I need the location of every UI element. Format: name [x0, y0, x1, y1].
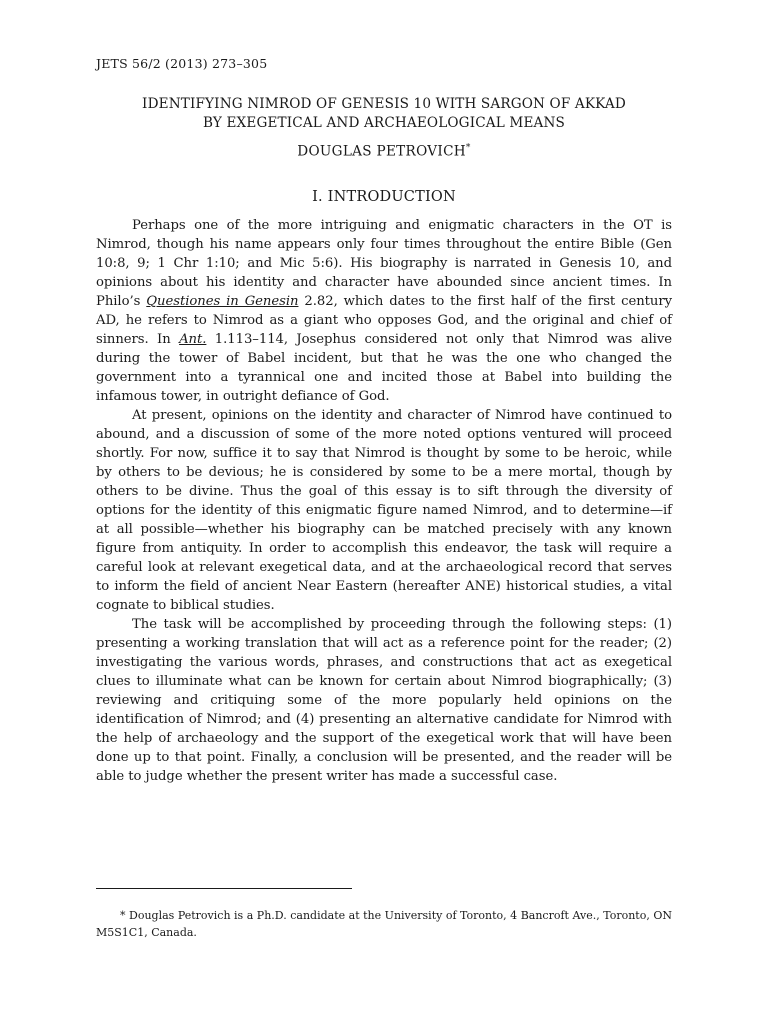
- footnote-divider: [96, 888, 352, 889]
- paragraph-1-part-a: Perhaps one of the more intriguing and enigmatic characters in the OT is Nimrod, though his name appears only four times throughout the entire Bible (Gen 10:8, 9; 1 Chr 1:10; and Mic 5:6). His biography is narrated in Genesis 10, and opinions about his identity and character have abounded since ancient times. In Philo’s: [96, 218, 672, 309]
- footnote-text: Douglas Petrovich is a Ph.D. candidate at the University of Toronto, 4 Bancroft Ave., Toronto, ON M5S1C1, Canada.: [96, 909, 672, 939]
- paragraph-1-part-c: 1.113–114, Josephus considered not only that Nimrod was alive during the tower of Babel incident, but that he was the one who changed the government into a tyrannical one and incited those at Babel into building the infamous tower, in outright defiance of God.: [96, 332, 672, 404]
- paragraph-1-citation-ant: Ant.: [179, 332, 207, 347]
- footnote-mark: *: [120, 909, 126, 922]
- footnote: [96, 907, 672, 941]
- article-title-line-2: BY EXEGETICAL AND ARCHAEOLOGICAL MEANS: [202, 115, 565, 131]
- paragraph-3: The task will be accomplished by proceeding through the following steps: (1) presenting a working translation that will act as a reference point for the reader; (2) investigating the various words, phrases, and constructions that act as exegetical clues to illuminate what can be known for certain about Nimrod biographically; (3) reviewing and critiquing some of the more popularly held opinions on the identification of Nimrod; and (4) presenting an alternative candidate for Nimrod with the help of archaeology and the support of the exegetical work that will have been done up to that point. Finally, a conclusion will be presented, and the reader will be able to judge whether the present writer has made a successful case.: [96, 617, 672, 784]
- author-name: [96, 143, 672, 160]
- author-footnote-mark: *: [465, 143, 471, 153]
- paragraph-1-citation-philo: Questiones in Genesin: [146, 294, 299, 309]
- body-text: [96, 216, 672, 786]
- section-heading: I. INTRODUCTION: [312, 189, 456, 205]
- article-title: [96, 95, 672, 133]
- article-title-line-1: IDENTIFYING NIMROD OF GENESIS 10 WITH SARGON OF AKKAD: [142, 96, 626, 112]
- paragraph-1: [96, 216, 672, 406]
- author-name-text: DOUGLAS PETROVICH: [297, 143, 466, 160]
- paragraph-1-part-b: 2.82, which dates to the first half of the first century AD, he refers to Nimrod as a giant who opposes God, and the original and chief of sinners. In: [96, 294, 673, 347]
- paragraph-2: At present, opinions on the identity and character of Nimrod have continued to abound, and a discussion of some of the more noted options ventured will proceed shortly. For now, suffice it to say that Nimrod is thought by some to be heroic, while by others to be devious; he is considered by some to be a mere mortal, though by others to be divine. Thus the goal of this essay is to sift through the diversity of options for the identity of this enigmatic figure named Nimrod, and to determine—if at all possible—whether his biography can be matched precisely with any known figure from antiquity. In order to accomplish this endeavor, the task will require a careful look at relevant exegetical data, and at the archaeological record that serves to inform the field of ancient Near Eastern (hereafter ANE) historical studies, a vital cognate to biblical studies.: [96, 408, 672, 613]
- journal-reference: JETS 56/2 (2013) 273–305: [96, 56, 268, 71]
